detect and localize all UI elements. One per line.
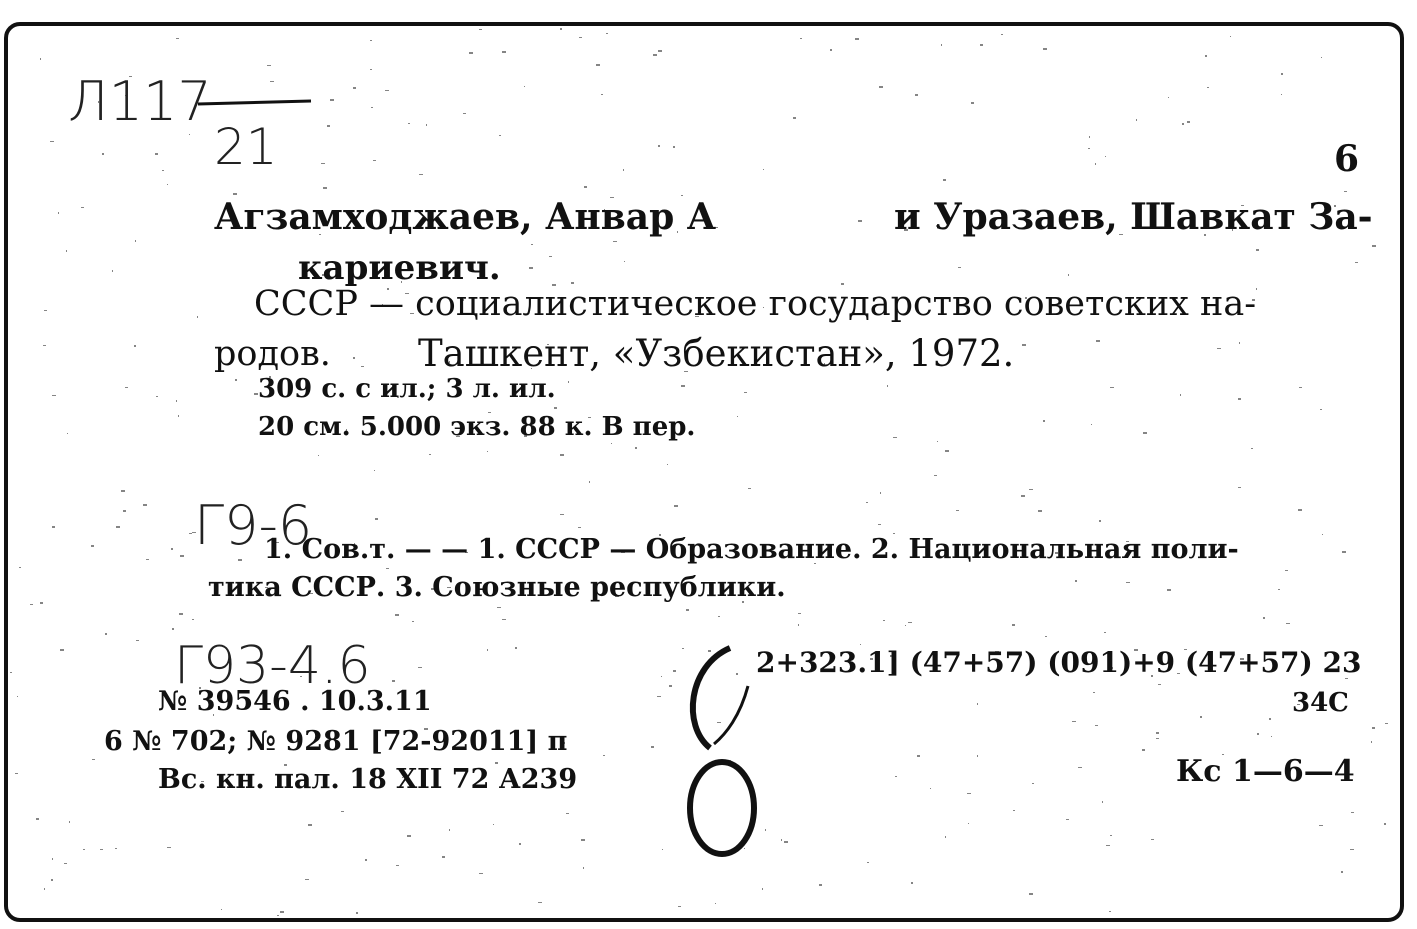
subjects-line-1: 1. Сов.т. — — 1. СССР — Образование. 2. Национальная поли-	[264, 534, 1239, 565]
classification-line-1: 2+323.1] (47+57) (091)+9 (47+57) 23	[756, 646, 1362, 679]
title-line-2-part-2: Ташкент, «Узбекистан», 1972.	[418, 332, 1015, 375]
title-line-1: СССР — социалистическое государство советских на-	[254, 284, 1257, 324]
title-line-2-part-1: родов.	[214, 334, 331, 374]
handwritten-shelf-mark-middle: Г9-6	[194, 494, 313, 557]
physical-description-line-1: 309 с. с ил.; 3 л. ил.	[258, 374, 556, 404]
subjects-line-2: тика СССР. 3. Союзные республики.	[208, 572, 786, 603]
fraction-line	[196, 98, 316, 108]
handwritten-shelf-mark-top: Л117	[68, 70, 212, 133]
classification-line-3: Кс 1—6—4	[1176, 754, 1355, 789]
handwritten-shelf-mark-denominator: 21	[214, 118, 278, 176]
catalog-card	[4, 22, 1404, 922]
physical-description-line-2: 20 см. 5.000 экз. 88 к. В пер.	[258, 412, 696, 442]
author-line-1-part-1: Агзамходжаев, Анвар А	[214, 196, 717, 238]
author-line-1-part-2: и Уразаев, Шавкат За-	[894, 196, 1373, 238]
handwritten-shelf-mark-bottom: Г93-4.6	[174, 636, 371, 696]
record-line-1: № 39546 . 10.3.11	[158, 686, 432, 717]
card-number: 6	[1334, 138, 1360, 180]
author-line-2: кариевич.	[298, 248, 501, 288]
record-line-3: Вс. кн. пал. 18 XII 72 А239	[158, 764, 578, 795]
record-line-2: 6 № 702; № 9281 [72-92011] п	[104, 726, 568, 757]
classification-line-2: 34С	[1292, 688, 1349, 718]
